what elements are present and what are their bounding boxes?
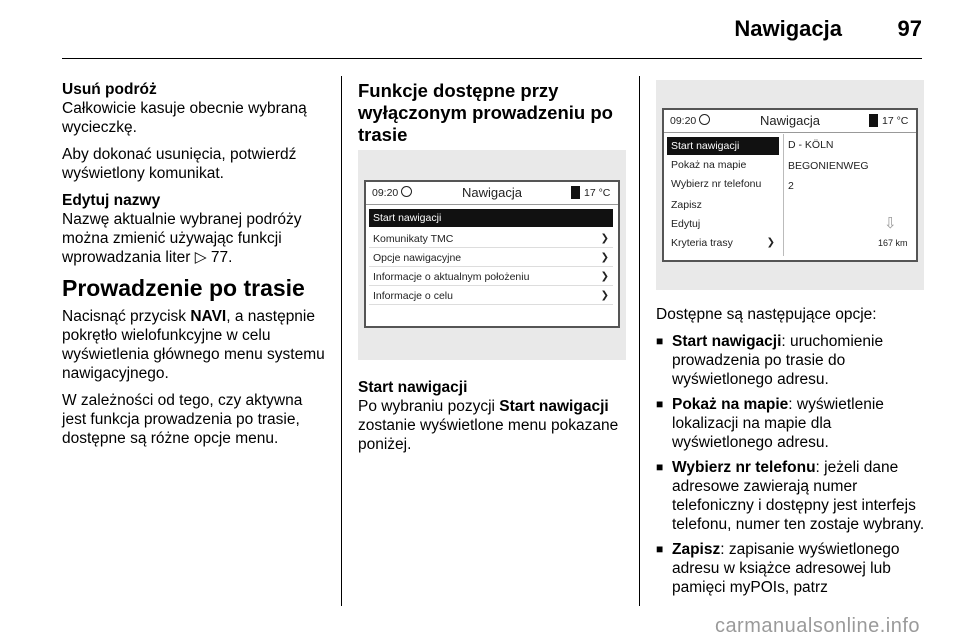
section-heading-start-navigation: Start nawigacji: [358, 379, 468, 396]
menu-item[interactable]: Wybierz nr telefonu: [671, 178, 762, 190]
column-divider-1: [341, 76, 342, 606]
paragraph: W zależności od tego, czy aktywna jest funkcja prowadzenia po trasie, dostępne są różne opcje menu.: [62, 392, 303, 447]
screen-time: 09:20: [372, 187, 399, 199]
paragraph: Nazwę aktualnie wybranej podróży można zmienić używając funkcji wprowadzania liter ▷ 77.: [62, 211, 302, 266]
list-item: ■ Pokaż na mapie: wyświetlenie lokalizacji na mapie dla wyświetlonego adresu.: [656, 395, 926, 452]
column-right: [656, 305, 926, 603]
clock-icon: [699, 114, 710, 125]
screen-temperature: 17 °C: [882, 115, 909, 127]
menu-item[interactable]: Pokaż na mapie: [671, 159, 747, 171]
header-title: Nawigacja: [734, 16, 842, 41]
screen-time: 09:20: [670, 115, 697, 127]
page-ref-icon: ▷: [194, 249, 207, 266]
chevron-right-icon: ❯: [766, 237, 775, 248]
column-middle-text: [358, 378, 630, 462]
column-left: [62, 80, 330, 456]
watermark: carmanualsonline.info: [714, 615, 920, 637]
menu-item[interactable]: Komunikaty TMC ❯: [369, 230, 613, 248]
phone-icon: [571, 186, 580, 199]
page-number: 97: [897, 16, 922, 41]
screen-image-nav-menu: [358, 150, 626, 360]
menu-item[interactable]: Informacje o celu ❯: [369, 287, 613, 305]
list-item: ■ Start nawigacji: uruchomienie prowadzenia po trasie do wyświetlonego adresu.: [656, 332, 926, 389]
screen-image-start-navigation: [656, 80, 924, 290]
clock-icon: [401, 186, 412, 197]
chevron-right-icon: ❯: [600, 233, 609, 244]
header-rule: [62, 58, 922, 59]
menu-item[interactable]: Start nawigacji: [369, 209, 613, 227]
menu-item[interactable]: Start nawigacji: [667, 137, 779, 155]
section-heading-edit-names: Edytuj nazwy: [62, 192, 161, 209]
address-line-city: D - KÖLN: [788, 139, 834, 151]
section-heading-delete-trip: Usuń podróż: [62, 81, 157, 98]
section-title-route-guidance: Prowadzenie po trasie: [62, 275, 305, 301]
address-line-number: 2: [788, 180, 794, 192]
menu-item[interactable]: Kryteria trasy ❯: [667, 234, 779, 252]
screen-status-bar: [664, 110, 916, 133]
paragraph: Nacisnąć przycisk NAVI, a następnie pokrętło wielofunkcyjne w celu wyświetlenia głównego menu systemu nawigacyjnego.: [62, 308, 325, 382]
screen-title: Nawigacja: [462, 185, 522, 200]
display-screen: [662, 108, 918, 262]
column-middle: [358, 80, 630, 156]
arrow-down-icon: ⇩: [884, 215, 897, 232]
list-item: ■ Wybierz nr telefonu: jeżeli dane adresowe zawierają numer telefoniczny i dostępny jest interfejs telefonu, numer ten zostaje wybrany.: [656, 458, 926, 534]
screen-divider: [783, 134, 784, 256]
paragraph: Po wybraniu pozycji Start nawigacji zostanie wyświetlone menu pokazane poniżej.: [358, 398, 619, 453]
menu-item[interactable]: Opcje nawigacyjne ❯: [369, 249, 613, 267]
paragraph: Aby dokonać usunięcia, potwierdź wyświetlony komunikat.: [62, 146, 297, 182]
paragraph: Dostępne są następujące opcje:: [656, 306, 877, 323]
screen-temperature: 17 °C: [584, 187, 611, 199]
chevron-right-icon: ❯: [600, 290, 609, 301]
menu-item[interactable]: Informacje o aktualnym położeniu ❯: [369, 268, 613, 286]
page-ref[interactable]: 77.: [210, 249, 233, 266]
phone-icon: [869, 114, 878, 127]
display-screen: [364, 180, 620, 328]
option-list: [656, 332, 926, 597]
screen-title: Nawigacja: [760, 113, 820, 128]
chevron-right-icon: ❯: [600, 271, 609, 282]
screen-status-bar: [366, 182, 618, 205]
distance-readout: 167 km: [878, 238, 908, 248]
list-item: ■ Zapisz: zapisanie wyświetlonego adresu w książce adresowej lub pamięci myPOIs, patrz: [656, 540, 926, 597]
paragraph: Całkowicie kasuje obecnie wybraną wycieczkę.: [62, 100, 307, 136]
chevron-right-icon: ❯: [600, 252, 609, 263]
menu-item[interactable]: Zapisz: [671, 199, 702, 211]
column-divider-2: [639, 76, 640, 606]
address-line-street: BEGONIENWEG: [788, 160, 869, 172]
section-title-functions: Funkcje dostępne przy wyłączonym prowadzeniu po trasie: [358, 80, 613, 145]
menu-item[interactable]: Edytuj: [671, 218, 701, 230]
